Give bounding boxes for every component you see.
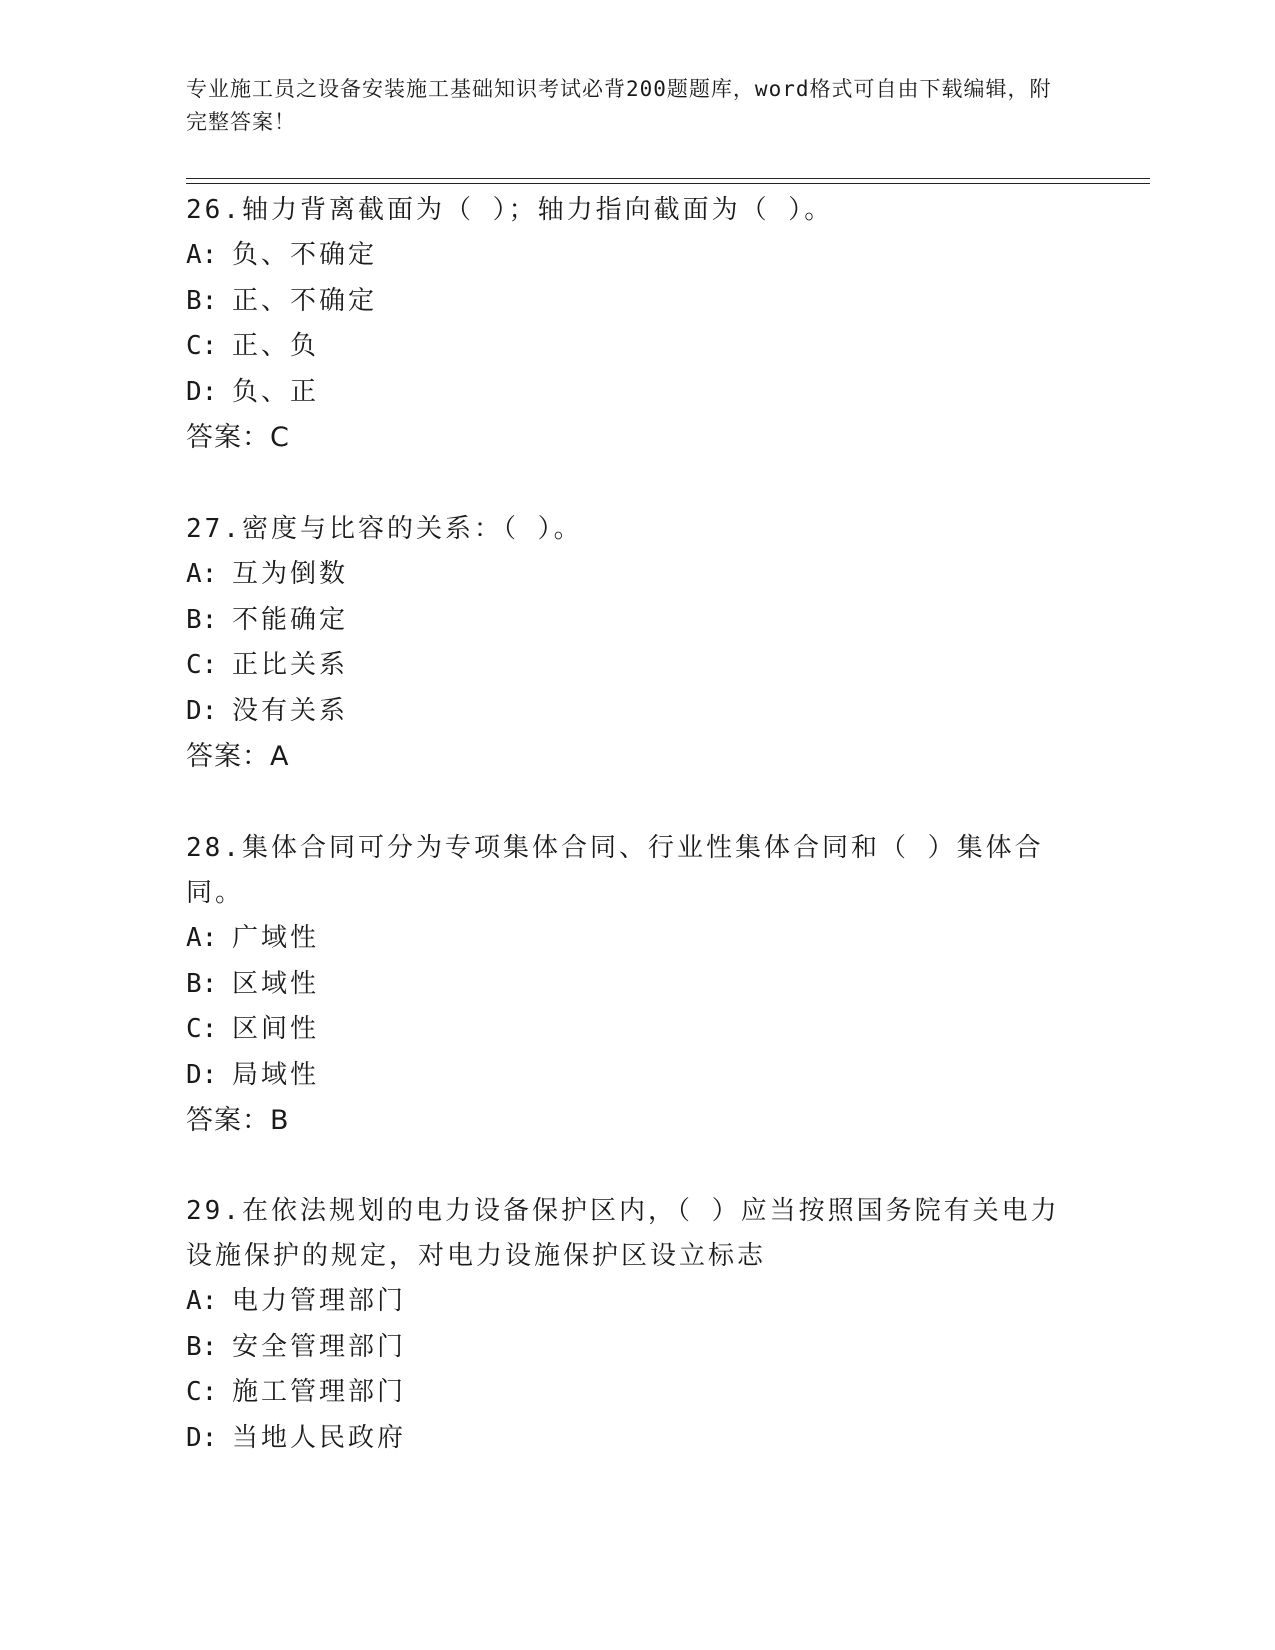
- option-letter: C:: [186, 1377, 218, 1407]
- option-text: 局域性: [232, 1059, 320, 1090]
- answer-label: 答案：A: [186, 741, 290, 772]
- answer-label: 答案：B: [186, 1105, 290, 1136]
- option-text: 互为倒数: [232, 559, 349, 589]
- option-text: 区域性: [232, 968, 320, 999]
- question-29: [186, 1189, 1066, 1461]
- option-a: [186, 233, 1066, 279]
- option-text: 没有关系: [232, 695, 349, 726]
- question-28: [186, 826, 1066, 1144]
- option-text: 当地人民政府: [232, 1422, 407, 1453]
- option-letter: A:: [186, 923, 218, 953]
- question-26: [186, 188, 1066, 461]
- option-letter: C:: [186, 1014, 218, 1044]
- option-text: 安全管理部门: [232, 1331, 407, 1362]
- option-text: 电力管理部门: [232, 1286, 407, 1316]
- option-b: [186, 962, 1066, 1008]
- option-c: [186, 1370, 1066, 1416]
- question-title: 27.密度与比容的关系：（ ）。: [186, 514, 583, 544]
- option-letter: C:: [186, 331, 218, 361]
- question-title: 28.集体合同可分为专项集体合同、行业性集体合同和（ ）集体合同。: [186, 833, 1044, 908]
- option-letter: C:: [186, 650, 218, 680]
- option-text: 正、不确定: [232, 285, 378, 316]
- option-a: [186, 1279, 1066, 1325]
- option-letter: A:: [186, 1286, 218, 1316]
- option-d: [186, 370, 1066, 416]
- option-text: 负、不确定: [232, 240, 378, 270]
- option-b: [186, 279, 1066, 325]
- option-b: [186, 598, 1066, 644]
- question-27: [186, 507, 1066, 780]
- option-text: 区间性: [232, 1014, 320, 1044]
- option-letter: A:: [186, 240, 218, 270]
- header-divider-top: [186, 178, 1150, 179]
- answer-label: 答案：C: [186, 422, 290, 453]
- option-text: 正比关系: [232, 650, 349, 680]
- option-d: [186, 689, 1066, 735]
- option-text: 不能确定: [232, 604, 349, 635]
- document-header: 专业施工员之设备安装施工基础知识考试必背200题题库，word格式可自由下载编辑，附完整答案！: [186, 77, 1052, 134]
- option-letter: A:: [186, 559, 218, 589]
- option-letter: D:: [186, 376, 218, 407]
- option-b: [186, 1325, 1066, 1371]
- option-text: 负、正: [232, 376, 320, 407]
- option-letter: B:: [186, 285, 218, 316]
- option-a: [186, 916, 1066, 962]
- question-title: 26.轴力背离截面为（ ）；轴力指向截面为（ ）。: [186, 195, 834, 225]
- option-d: [186, 1053, 1066, 1099]
- option-text: 正、负: [232, 331, 320, 361]
- option-letter: D:: [186, 1059, 218, 1090]
- header-divider-bottom: [186, 183, 1150, 184]
- option-c: [186, 1007, 1066, 1053]
- option-letter: B:: [186, 1331, 218, 1362]
- option-letter: B:: [186, 968, 218, 999]
- option-c: [186, 324, 1066, 370]
- option-c: [186, 643, 1066, 689]
- option-d: [186, 1416, 1066, 1462]
- option-letter: D:: [186, 1422, 218, 1453]
- option-letter: B:: [186, 604, 218, 635]
- option-text: 施工管理部门: [232, 1377, 407, 1407]
- option-text: 广域性: [232, 923, 320, 953]
- option-letter: D:: [186, 695, 218, 726]
- question-title: 29.在依法规划的电力设备保护区内，（ ）应当按照国务院有关电力设施保护的规定，对电力设施保护区设立标志: [186, 1196, 1060, 1271]
- option-a: [186, 552, 1066, 598]
